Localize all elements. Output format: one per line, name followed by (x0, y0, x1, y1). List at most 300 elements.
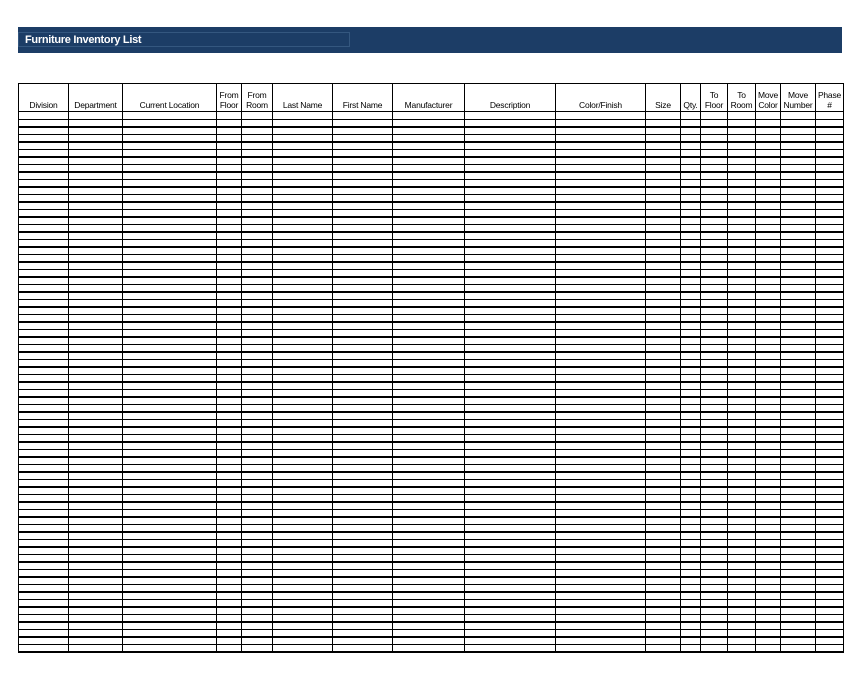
header-last-name[interactable]: Last Name (273, 84, 333, 112)
table-cell[interactable] (242, 622, 273, 630)
table-cell[interactable] (393, 149, 465, 157)
table-cell[interactable] (465, 547, 556, 555)
table-cell[interactable] (816, 172, 844, 180)
table-cell[interactable] (273, 472, 333, 480)
table-cell[interactable] (646, 314, 681, 322)
table-cell[interactable] (816, 322, 844, 330)
table-cell[interactable] (556, 202, 646, 210)
table-cell[interactable] (646, 112, 681, 120)
table-cell[interactable] (217, 449, 242, 457)
table-cell[interactable] (333, 494, 393, 502)
table-cell[interactable] (781, 254, 816, 262)
table-cell[interactable] (756, 592, 781, 600)
table-cell[interactable] (556, 389, 646, 397)
table-cell[interactable] (393, 427, 465, 435)
table-cell[interactable] (781, 532, 816, 540)
table-cell[interactable] (556, 112, 646, 120)
table-cell[interactable] (19, 539, 69, 547)
table-cell[interactable] (701, 614, 728, 622)
table-cell[interactable] (242, 194, 273, 202)
table-cell[interactable] (69, 464, 123, 472)
table-cell[interactable] (816, 412, 844, 420)
table-cell[interactable] (816, 254, 844, 262)
table-cell[interactable] (701, 119, 728, 127)
table-cell[interactable] (556, 547, 646, 555)
table-cell[interactable] (781, 224, 816, 232)
table-cell[interactable] (393, 292, 465, 300)
table-cell[interactable] (756, 157, 781, 165)
table-cell[interactable] (393, 329, 465, 337)
table-cell[interactable] (701, 299, 728, 307)
table-cell[interactable] (781, 644, 816, 652)
table-cell[interactable] (242, 239, 273, 247)
table-cell[interactable] (217, 307, 242, 315)
table-cell[interactable] (69, 284, 123, 292)
table-cell[interactable] (242, 329, 273, 337)
table-cell[interactable] (756, 247, 781, 255)
table-cell[interactable] (123, 607, 217, 615)
table-cell[interactable] (728, 554, 756, 562)
table-cell[interactable] (646, 502, 681, 510)
table-cell[interactable] (756, 442, 781, 450)
table-cell[interactable] (701, 562, 728, 570)
table-cell[interactable] (465, 569, 556, 577)
table-cell[interactable] (646, 592, 681, 600)
table-cell[interactable] (333, 292, 393, 300)
table-cell[interactable] (781, 412, 816, 420)
table-cell[interactable] (728, 314, 756, 322)
table-cell[interactable] (465, 179, 556, 187)
table-cell[interactable] (217, 427, 242, 435)
table-cell[interactable] (217, 412, 242, 420)
table-cell[interactable] (123, 322, 217, 330)
table-cell[interactable] (701, 112, 728, 120)
table-cell[interactable] (217, 479, 242, 487)
table-cell[interactable] (681, 404, 701, 412)
table-cell[interactable] (756, 149, 781, 157)
table-cell[interactable] (333, 299, 393, 307)
table-cell[interactable] (393, 382, 465, 390)
table-cell[interactable] (242, 457, 273, 465)
table-cell[interactable] (273, 502, 333, 510)
table-cell[interactable] (123, 629, 217, 637)
table-cell[interactable] (681, 262, 701, 270)
table-cell[interactable] (646, 562, 681, 570)
table-cell[interactable] (393, 472, 465, 480)
table-cell[interactable] (273, 479, 333, 487)
table-cell[interactable] (701, 269, 728, 277)
table-cell[interactable] (217, 299, 242, 307)
header-color-finish[interactable]: Color/Finish (556, 84, 646, 112)
table-cell[interactable] (781, 457, 816, 465)
table-cell[interactable] (646, 382, 681, 390)
table-cell[interactable] (728, 307, 756, 315)
table-cell[interactable] (816, 179, 844, 187)
table-cell[interactable] (242, 584, 273, 592)
table-cell[interactable] (69, 292, 123, 300)
table-cell[interactable] (69, 344, 123, 352)
table-cell[interactable] (273, 247, 333, 255)
table-cell[interactable] (701, 532, 728, 540)
table-cell[interactable] (333, 179, 393, 187)
table-cell[interactable] (242, 284, 273, 292)
table-cell[interactable] (556, 149, 646, 157)
table-cell[interactable] (465, 449, 556, 457)
table-cell[interactable] (646, 142, 681, 150)
table-cell[interactable] (69, 509, 123, 517)
table-cell[interactable] (123, 352, 217, 360)
table-cell[interactable] (728, 449, 756, 457)
table-cell[interactable] (681, 374, 701, 382)
table-cell[interactable] (465, 584, 556, 592)
table-cell[interactable] (333, 142, 393, 150)
table-cell[interactable] (69, 164, 123, 172)
table-cell[interactable] (123, 599, 217, 607)
table-cell[interactable] (69, 479, 123, 487)
table-cell[interactable] (123, 299, 217, 307)
table-cell[interactable] (69, 239, 123, 247)
table-cell[interactable] (19, 119, 69, 127)
table-cell[interactable] (19, 239, 69, 247)
table-cell[interactable] (756, 584, 781, 592)
table-cell[interactable] (816, 644, 844, 652)
header-manufacturer[interactable]: Manufacturer (393, 84, 465, 112)
table-cell[interactable] (393, 164, 465, 172)
table-cell[interactable] (273, 487, 333, 495)
table-cell[interactable] (781, 614, 816, 622)
table-cell[interactable] (781, 337, 816, 345)
table-cell[interactable] (69, 599, 123, 607)
table-cell[interactable] (556, 449, 646, 457)
table-cell[interactable] (646, 637, 681, 645)
table-cell[interactable] (242, 314, 273, 322)
table-cell[interactable] (333, 202, 393, 210)
table-cell[interactable] (646, 172, 681, 180)
table-cell[interactable] (646, 269, 681, 277)
table-cell[interactable] (273, 539, 333, 547)
table-cell[interactable] (217, 569, 242, 577)
table-cell[interactable] (646, 442, 681, 450)
table-cell[interactable] (681, 112, 701, 120)
table-cell[interactable] (646, 292, 681, 300)
table-cell[interactable] (781, 322, 816, 330)
table-cell[interactable] (756, 367, 781, 375)
table-cell[interactable] (19, 224, 69, 232)
table-cell[interactable] (816, 577, 844, 585)
table-cell[interactable] (681, 569, 701, 577)
table-cell[interactable] (217, 172, 242, 180)
table-cell[interactable] (756, 142, 781, 150)
table-cell[interactable] (646, 374, 681, 382)
table-cell[interactable] (556, 284, 646, 292)
table-cell[interactable] (781, 352, 816, 360)
table-cell[interactable] (681, 149, 701, 157)
table-cell[interactable] (465, 202, 556, 210)
table-cell[interactable] (646, 367, 681, 375)
table-cell[interactable] (816, 149, 844, 157)
table-cell[interactable] (701, 637, 728, 645)
table-cell[interactable] (242, 404, 273, 412)
table-cell[interactable] (701, 577, 728, 585)
table-cell[interactable] (816, 352, 844, 360)
table-cell[interactable] (217, 127, 242, 135)
table-cell[interactable] (756, 292, 781, 300)
table-cell[interactable] (333, 584, 393, 592)
table-cell[interactable] (19, 412, 69, 420)
table-cell[interactable] (816, 457, 844, 465)
table-cell[interactable] (333, 337, 393, 345)
table-cell[interactable] (242, 569, 273, 577)
table-cell[interactable] (646, 224, 681, 232)
header-description[interactable]: Description (465, 84, 556, 112)
table-cell[interactable] (393, 179, 465, 187)
table-cell[interactable] (646, 344, 681, 352)
table-cell[interactable] (756, 194, 781, 202)
table-cell[interactable] (701, 344, 728, 352)
table-cell[interactable] (556, 584, 646, 592)
table-cell[interactable] (556, 457, 646, 465)
table-cell[interactable] (816, 637, 844, 645)
table-cell[interactable] (465, 644, 556, 652)
table-cell[interactable] (333, 374, 393, 382)
table-cell[interactable] (123, 412, 217, 420)
table-cell[interactable] (273, 194, 333, 202)
table-cell[interactable] (728, 337, 756, 345)
table-cell[interactable] (217, 382, 242, 390)
table-cell[interactable] (123, 307, 217, 315)
table-cell[interactable] (333, 412, 393, 420)
table-cell[interactable] (69, 157, 123, 165)
table-cell[interactable] (393, 337, 465, 345)
table-cell[interactable] (217, 547, 242, 555)
table-cell[interactable] (681, 547, 701, 555)
table-cell[interactable] (273, 532, 333, 540)
table-cell[interactable] (781, 239, 816, 247)
table-cell[interactable] (556, 142, 646, 150)
table-cell[interactable] (816, 382, 844, 390)
table-cell[interactable] (781, 194, 816, 202)
table-cell[interactable] (465, 397, 556, 405)
table-cell[interactable] (728, 487, 756, 495)
table-cell[interactable] (681, 434, 701, 442)
table-cell[interactable] (123, 232, 217, 240)
table-cell[interactable] (681, 622, 701, 630)
table-cell[interactable] (756, 329, 781, 337)
table-cell[interactable] (681, 464, 701, 472)
table-cell[interactable] (123, 464, 217, 472)
table-cell[interactable] (465, 134, 556, 142)
table-cell[interactable] (781, 607, 816, 615)
table-cell[interactable] (393, 509, 465, 517)
table-cell[interactable] (273, 292, 333, 300)
table-cell[interactable] (217, 599, 242, 607)
table-cell[interactable] (465, 329, 556, 337)
table-cell[interactable] (781, 134, 816, 142)
table-cell[interactable] (333, 232, 393, 240)
table-cell[interactable] (69, 134, 123, 142)
table-cell[interactable] (756, 419, 781, 427)
table-cell[interactable] (242, 277, 273, 285)
table-cell[interactable] (701, 464, 728, 472)
table-cell[interactable] (333, 622, 393, 630)
table-cell[interactable] (701, 232, 728, 240)
table-cell[interactable] (123, 329, 217, 337)
table-cell[interactable] (123, 637, 217, 645)
table-cell[interactable] (701, 367, 728, 375)
table-cell[interactable] (556, 592, 646, 600)
table-cell[interactable] (19, 314, 69, 322)
table-cell[interactable] (646, 599, 681, 607)
table-cell[interactable] (217, 637, 242, 645)
table-cell[interactable] (217, 494, 242, 502)
table-cell[interactable] (728, 629, 756, 637)
table-cell[interactable] (333, 314, 393, 322)
table-cell[interactable] (556, 299, 646, 307)
table-cell[interactable] (816, 142, 844, 150)
table-cell[interactable] (816, 269, 844, 277)
table-cell[interactable] (728, 217, 756, 225)
table-cell[interactable] (333, 509, 393, 517)
table-cell[interactable] (19, 502, 69, 510)
table-cell[interactable] (123, 157, 217, 165)
table-cell[interactable] (19, 329, 69, 337)
table-cell[interactable] (19, 112, 69, 120)
table-cell[interactable] (701, 239, 728, 247)
table-cell[interactable] (756, 344, 781, 352)
table-cell[interactable] (69, 622, 123, 630)
table-cell[interactable] (646, 479, 681, 487)
table-cell[interactable] (69, 539, 123, 547)
table-cell[interactable] (681, 524, 701, 532)
table-cell[interactable] (816, 202, 844, 210)
table-cell[interactable] (19, 517, 69, 525)
table-cell[interactable] (646, 179, 681, 187)
table-cell[interactable] (756, 517, 781, 525)
table-cell[interactable] (217, 224, 242, 232)
table-cell[interactable] (756, 494, 781, 502)
table-cell[interactable] (781, 164, 816, 172)
table-cell[interactable] (465, 494, 556, 502)
table-cell[interactable] (393, 599, 465, 607)
table-cell[interactable] (816, 464, 844, 472)
table-cell[interactable] (217, 202, 242, 210)
table-cell[interactable] (69, 314, 123, 322)
table-cell[interactable] (465, 532, 556, 540)
table-cell[interactable] (217, 644, 242, 652)
table-cell[interactable] (242, 389, 273, 397)
table-cell[interactable] (273, 494, 333, 502)
table-cell[interactable] (19, 307, 69, 315)
table-cell[interactable] (756, 127, 781, 135)
table-cell[interactable] (701, 554, 728, 562)
table-cell[interactable] (556, 314, 646, 322)
table-cell[interactable] (242, 577, 273, 585)
table-cell[interactable] (556, 254, 646, 262)
table-cell[interactable] (756, 307, 781, 315)
table-cell[interactable] (69, 427, 123, 435)
table-cell[interactable] (781, 314, 816, 322)
table-cell[interactable] (123, 247, 217, 255)
table-cell[interactable] (333, 187, 393, 195)
table-cell[interactable] (816, 554, 844, 562)
table-cell[interactable] (242, 449, 273, 457)
table-cell[interactable] (681, 187, 701, 195)
table-cell[interactable] (756, 397, 781, 405)
table-cell[interactable] (756, 547, 781, 555)
table-cell[interactable] (556, 524, 646, 532)
table-cell[interactable] (123, 187, 217, 195)
table-cell[interactable] (217, 562, 242, 570)
table-cell[interactable] (242, 209, 273, 217)
table-cell[interactable] (19, 614, 69, 622)
table-cell[interactable] (242, 202, 273, 210)
table-cell[interactable] (556, 607, 646, 615)
table-cell[interactable] (728, 359, 756, 367)
table-cell[interactable] (681, 517, 701, 525)
table-cell[interactable] (333, 209, 393, 217)
table-cell[interactable] (701, 389, 728, 397)
table-cell[interactable] (333, 539, 393, 547)
table-cell[interactable] (728, 547, 756, 555)
header-from-floor[interactable]: From Floor (217, 84, 242, 112)
table-cell[interactable] (242, 164, 273, 172)
table-cell[interactable] (273, 119, 333, 127)
table-cell[interactable] (242, 502, 273, 510)
table-cell[interactable] (242, 217, 273, 225)
table-cell[interactable] (556, 217, 646, 225)
table-cell[interactable] (465, 577, 556, 585)
table-cell[interactable] (69, 434, 123, 442)
table-cell[interactable] (333, 157, 393, 165)
table-cell[interactable] (556, 127, 646, 135)
table-cell[interactable] (273, 277, 333, 285)
table-cell[interactable] (273, 622, 333, 630)
table-cell[interactable] (701, 314, 728, 322)
table-cell[interactable] (816, 607, 844, 615)
table-cell[interactable] (333, 322, 393, 330)
table-cell[interactable] (781, 472, 816, 480)
table-cell[interactable] (123, 239, 217, 247)
table-cell[interactable] (242, 149, 273, 157)
table-cell[interactable] (123, 382, 217, 390)
table-cell[interactable] (217, 367, 242, 375)
table-cell[interactable] (781, 172, 816, 180)
table-cell[interactable] (556, 224, 646, 232)
table-cell[interactable] (701, 374, 728, 382)
table-cell[interactable] (681, 599, 701, 607)
table-cell[interactable] (242, 112, 273, 120)
table-cell[interactable] (681, 329, 701, 337)
table-cell[interactable] (681, 532, 701, 540)
table-cell[interactable] (556, 344, 646, 352)
table-cell[interactable] (681, 494, 701, 502)
table-cell[interactable] (465, 217, 556, 225)
table-cell[interactable] (333, 367, 393, 375)
table-cell[interactable] (242, 637, 273, 645)
table-cell[interactable] (465, 194, 556, 202)
table-cell[interactable] (556, 517, 646, 525)
table-cell[interactable] (556, 397, 646, 405)
table-cell[interactable] (756, 232, 781, 240)
table-cell[interactable] (242, 494, 273, 502)
table-cell[interactable] (273, 397, 333, 405)
table-cell[interactable] (273, 134, 333, 142)
table-cell[interactable] (681, 254, 701, 262)
table-cell[interactable] (816, 442, 844, 450)
table-cell[interactable] (756, 412, 781, 420)
header-department[interactable]: Department (69, 84, 123, 112)
table-cell[interactable] (19, 637, 69, 645)
